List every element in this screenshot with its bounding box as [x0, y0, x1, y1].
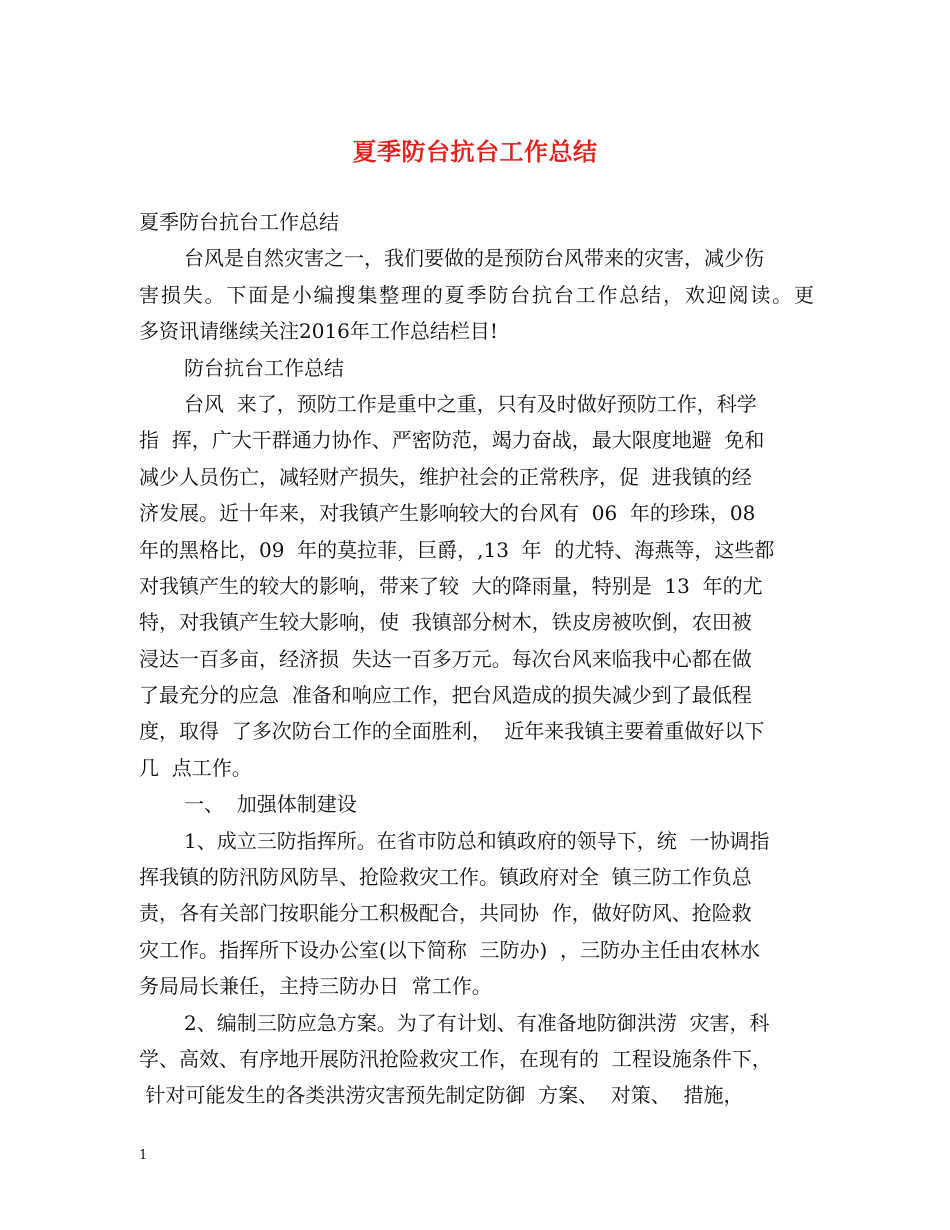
text-line: 1、成立三防指挥所。在省市防总和镇政府的领导下，统 一协调指	[184, 828, 770, 853]
text-line: 针对可能发生的各类洪涝灾害预先制定防御 方案、 对策、 措施，	[139, 1083, 744, 1108]
text-line: 几 点工作。	[139, 755, 252, 780]
document-body	[139, 204, 814, 1114]
text-line: 台风 来了，预防工作是重中之重，只有及时做好预防工作，科学	[184, 391, 757, 416]
text-line: 年的黑格比，09 年的莫拉菲，巨爵，,13 年 的尤特、海燕等，这些都	[139, 537, 775, 562]
text-line: 指 挥，广大干群通力协作、严密防范，竭力奋战，最大限度地避 免和	[139, 428, 765, 453]
text-line: 学、高效、有序地开展防汛抢险救灾工作，在现有的 工程设施条件下，	[139, 1046, 772, 1071]
text-line: 灾工作。指挥所下设办公室(以下简称 三防办) ，三防办主任由农林水	[139, 937, 761, 962]
text-line: 防台抗台工作总结	[184, 355, 344, 380]
text-line: 特，对我镇产生较大影响，使 我镇部分树木，铁皮房被吹倒，农田被	[139, 610, 752, 635]
text-line: 2、编制三防应急方案。为了有计划、有准备地防御洪涝 灾害，科	[184, 1010, 770, 1035]
text-line: 责，各有关部门按职能分工积极配合，共同协 作，做好防风、抢险救	[139, 901, 752, 926]
section-heading: 一、 加强体制建设	[184, 792, 357, 817]
text-line: 济发展。近十年来，对我镇产生影响较大的台风有 06 年的珍珠，08	[139, 501, 756, 526]
text-line: 台风是自然灾害之一，我们要做的是预防台风带来的灾害，减少伤	[184, 246, 764, 271]
page-number: 1	[139, 1148, 148, 1163]
text-line: 务局局长兼任，主持三防办日 常工作。	[139, 974, 492, 999]
text-line: 减少人员伤亡，减轻财产损失，维护社会的正常秩序，促 进我镇的经	[139, 464, 752, 489]
text-line: 度，取得 了多次防台工作的全面胜利， 近年来我镇主要着重做好以下	[139, 719, 765, 744]
text-line: 了最充分的应急 准备和响应工作，把台风造成的损失减少到了最低程	[139, 683, 752, 708]
text-line: 害损失。下面是小编搜集整理的夏季防台抗台工作总结，欢迎阅读。更	[139, 282, 814, 307]
text-line: 对我镇产生的较大的影响，带来了较 大的降雨量，特别是 13 年的尤	[139, 573, 763, 598]
text-line: 多资讯请继续关注2016年工作总结栏目!	[139, 319, 498, 344]
text-line: 挥我镇的防汛防风防旱、抢险救灾工作。镇政府对全 镇三防工作负总	[139, 865, 752, 890]
document-title: 夏季防台抗台工作总结	[352, 137, 598, 166]
text-line: 夏季防台抗台工作总结	[139, 210, 339, 234]
text-line: 浸达一百多亩，经济损 失达一百多万元。每次台风来临我中心都在做	[139, 646, 752, 671]
